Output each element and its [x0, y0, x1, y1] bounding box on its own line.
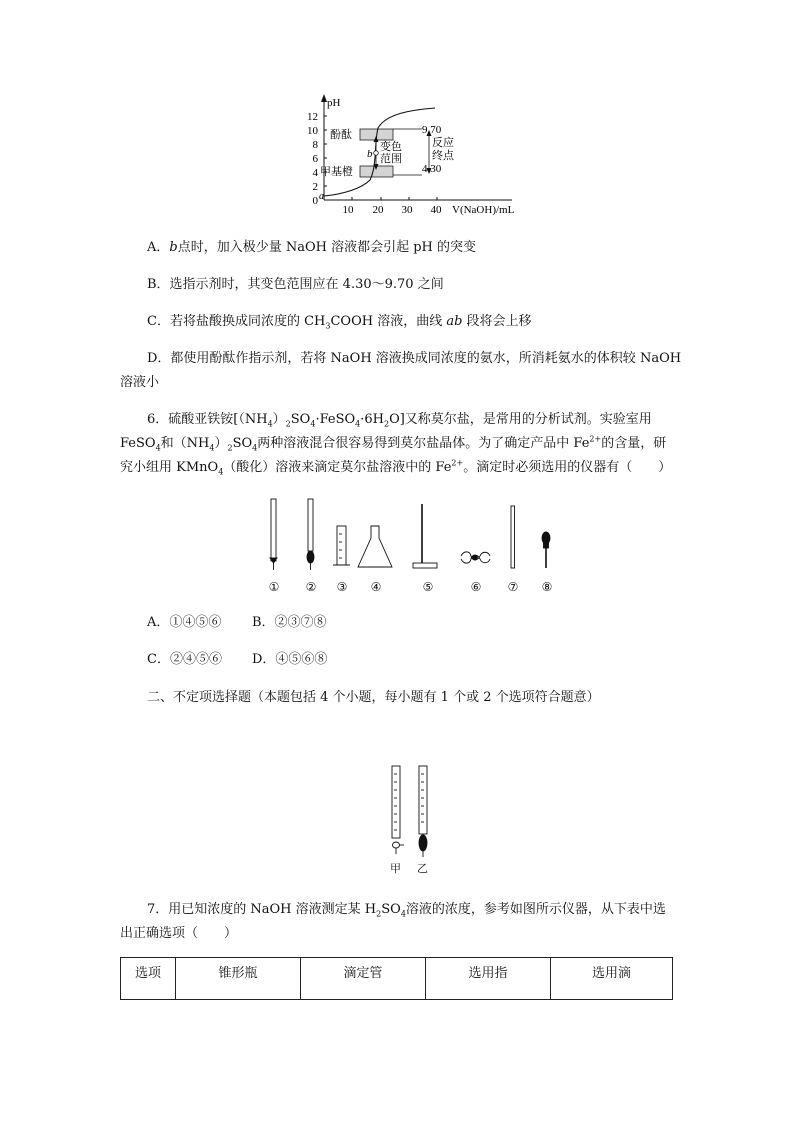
apparatus-label: ② [305, 580, 317, 594]
dropper-icon [542, 532, 550, 568]
q5-option-d-line2: 溶液小 [120, 375, 160, 390]
conical-flask-icon [358, 526, 392, 567]
y-tick: 6 [312, 153, 318, 165]
color-change-label: 范围 [380, 153, 402, 165]
q7-stem-line2: 出正确选项（ ） [120, 926, 238, 941]
apparatus-label: ⑤ [422, 580, 434, 594]
table-header-cell: 选用滴 [551, 958, 673, 1000]
table-header-row [121, 958, 673, 1000]
q6-stem-line2: FeSO$_4$和$(NH_4)_2SO_4$两种溶液混合很容易得到莫尔盐晶体。为了确定产品中 $Fe^{2+}$的含量，研 [120, 434, 667, 453]
q5-option-c: C．若将盐酸换成同浓度的 $CH_3COOH$ 溶液，曲线 ab 段将会上移 [147, 314, 532, 331]
apparatus-label: ④ [370, 580, 382, 594]
q6-option-d: D．④⑤⑥⑧ [252, 652, 328, 667]
q7-stem-line1: 7．用已知浓度的 NaOH 溶液测定某 $H_2SO_4$溶液的浓度，参考如图所示仪器，从下表中选 [147, 902, 666, 919]
x-axis-label: V(NaOH)/mL [452, 204, 515, 216]
section2-title: 二、不定项选择题（本题包括 4 个小题，每小题有 1 个或 2 个选项符合题意） [147, 690, 600, 705]
x-tick: 40 [430, 204, 442, 216]
base-burette-icon [308, 499, 313, 551]
point-b-label: b [367, 148, 373, 160]
reaction-endpoint-label: 终点 [432, 150, 454, 162]
q6-option-c: C．②④⑤⑥ [147, 652, 222, 667]
table-header-cell: 滴定管 [301, 958, 426, 1000]
phenolphthalein-label: 酚酞 [330, 129, 352, 141]
y-tick: 0 [312, 195, 318, 207]
q6-option-b: B．②③⑦⑧ [252, 615, 327, 630]
x-tick: 20 [372, 204, 384, 216]
apparatus-label: ⑥ [470, 580, 482, 594]
q5-option-d-line1: D．都使用酚酞作指示剂，若将 NaOH 溶液换成同浓度的氨水，所消耗氨水的体积较 NaOH [147, 351, 682, 366]
point-a-label: a [319, 191, 324, 202]
y-tick: 8 [312, 139, 318, 151]
apparatus-figure [258, 494, 558, 598]
q6-option-a: A．①④⑤⑥ [147, 615, 222, 630]
burette-label-jia: 甲 [390, 862, 401, 875]
burette-label-yi: 乙 [417, 862, 428, 875]
glass-rod-icon [511, 506, 515, 568]
q6-stem-line3: 究小组用 KMnO$_4$（酸化）溶液来滴定莫尔盐溶液中的 $Fe^{2+}$。滴定时必须选用的仪器有（ ） [120, 458, 672, 477]
apparatus-label: ① [268, 580, 280, 594]
burette-jia-icon [392, 766, 404, 854]
reaction-endpoint-label: 反应 [432, 137, 454, 149]
burette-yi-icon [419, 766, 427, 857]
graduated-cylinder-icon [333, 526, 350, 565]
acid-burette-icon [271, 499, 276, 561]
ph-titration-figure [300, 92, 530, 220]
y-axis-label: pH [327, 97, 341, 109]
y-tick: 2 [312, 181, 318, 193]
apparatus-label: ③ [336, 580, 348, 594]
y-tick: 12 [307, 111, 318, 123]
value-lower: 4.30 [422, 163, 442, 175]
value-upper: 9.70 [422, 124, 442, 136]
table-header-cell: 选用指 [426, 958, 551, 1000]
y-tick: 4 [312, 167, 318, 179]
table-header-cell: 选项 [121, 958, 176, 1000]
q5-option-b: B．选指示剂时，其变色范围应在 4.30～9.70 之间 [147, 277, 444, 292]
q7-options-table [120, 957, 673, 1000]
color-change-label: 变色 [380, 141, 402, 153]
y-tick: 10 [307, 125, 318, 137]
x-tick: 30 [401, 204, 413, 216]
burettes-figure [385, 762, 445, 876]
methyl-orange-label: 甲基橙 [320, 166, 353, 178]
iron-stand-icon [413, 504, 437, 568]
point-b-marker [374, 151, 379, 156]
apparatus-label: ⑦ [507, 580, 519, 594]
q6-stem-line1: 6．硫酸亚铁铵$[(NH_4)_2SO_4\cdot FeSO_4\cdot 6H_2O]$又称莫尔盐，是常用的分析试剂。实验室用 [147, 412, 652, 429]
apparatus-label: ⑧ [541, 580, 553, 594]
q5-option-a: A．b点时，加入极少量 NaOH 溶液都会引起 pH 的突变 [147, 240, 477, 255]
x-tick: 10 [342, 204, 354, 216]
table-header-cell: 锥形瓶 [176, 958, 301, 1000]
burette-clamp-icon [461, 552, 490, 563]
